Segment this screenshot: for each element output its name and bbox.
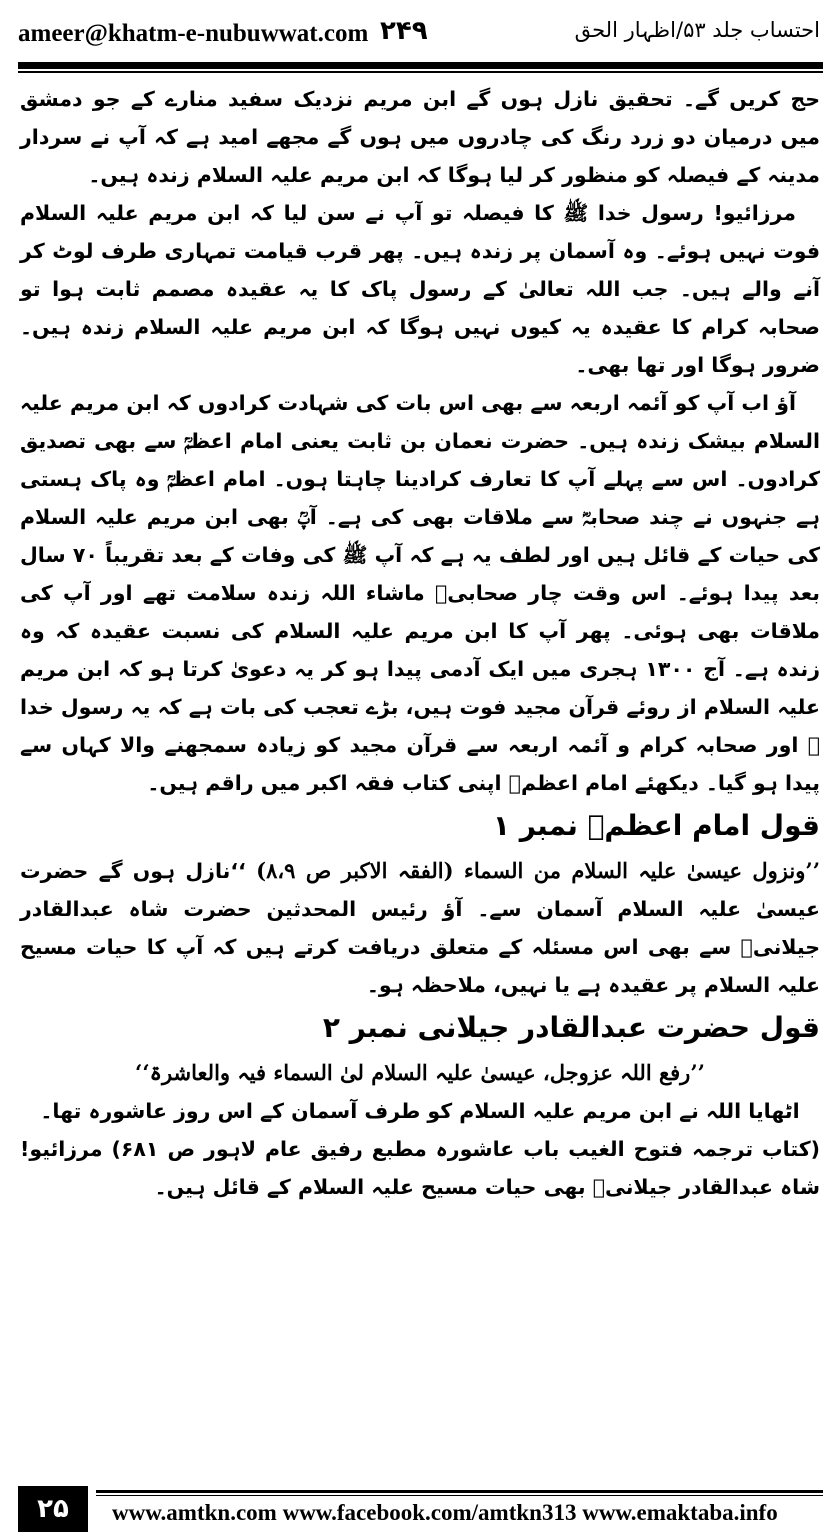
paragraph-1: حج کریں گے۔ تحقیق نازل ہوں گے ابن مریم نزدیک سفید منارے کے جو دمشق میں درمیان دو زرد رنگ کی چادروں میں ہوں گے مجھے امید ہے کہ آپ نے سردار مدینہ کے فیصلہ کو منظور کر لیا ہوگا کہ ابن مریم علیہ السلام زندہ ہیں۔	[20, 87, 820, 187]
running-title: احتساب جلد ۵۳/اظہار الحق	[574, 18, 820, 42]
paragraph-4-text: ‘‘نازل ہوں گے حضرت عیسیٰ علیہ السلام آسمان سے۔ آؤ رئیس المحدثین حضرت شاہ عبدالقادر جیلانیؒ سے بھی اس مسئلہ کے متعلق دریافت کرتے ہیں کہ آپ کا حیات مسیح علیہ السلام پر عقیدہ ہے یا نہیں، ملاحظہ ہو۔	[20, 859, 820, 997]
paragraph-4	[20, 852, 820, 1004]
section-heading-1: قول امام اعظمؒ نمبر ۱	[492, 809, 820, 842]
page-footer	[0, 1482, 840, 1540]
page-header	[0, 0, 840, 70]
footer-urls: www.amtkn.com www.facebook.com/amtkn313 www.emaktaba.info	[112, 1500, 778, 1525]
header-rule-thick	[18, 62, 823, 69]
page-body	[20, 80, 820, 1206]
section-heading-2: قول حضرت عبدالقادر جیلانی نمبر ۲	[322, 1011, 820, 1044]
paragraph-2: مرزائیو! رسول خدا ﷺ کا فیصلہ تو آپ نے سن لیا کہ ابن مریم علیہ السلام فوت نہیں ہوئے۔ وہ آسمان پر زندہ ہیں۔ پھر قرب قیامت تمہاری طرف لوٹ کر آنے والے ہیں۔ جب اللہ تعالیٰ کے رسول پاک کا یہ عقیدہ مصمم ثابت ہوا تو صحابہ کرام کا عقیدہ یہ کیوں نہیں ہوگا کہ ابن مریم علیہ السلام زندہ ہیں۔ ضرور ہوگا اور تھا بھی۔	[20, 201, 820, 377]
arabic-quote-1: ’’ونزول عیسیٰ علیہ السلام من السماء (الفقہ الاکبر ص ۸،۹)	[256, 858, 821, 883]
quote-translation: اٹھایا اللہ نے ابن مریم علیہ السلام کو طرف آسمان کے اس روز عاشورہ تھا۔	[40, 1099, 800, 1123]
paragraph-3: آؤ اب آپ کو آئمہ اربعہ سے بھی اس بات کی شہادت کرادوں کہ ابن مریم علیہ السلام بیشک زندہ ہیں۔ حضرت نعمان بن ثابت یعنی امام اعظمؒ سے بھی تصدیق کرادوں۔ اس سے پہلے آپ کا تعارف کرادینا چاہتا ہوں۔ امام اعظمؒ وہ پاک ہستی ہے جنہوں نے چند صحابہؓ سے ملاقات بھی کی ہے۔ آپؒ بھی ابن مریم علیہ السلام کی حیات کے قائل ہیں اور لطف یہ ہے کہ آپ ﷺ کی وفات کے بعد تقریباً ۷۰ سال بعد پیدا ہوئے۔ اس وقت چار صحابیؓ ماشاء اللہ زندہ سلامت تھے اور آپ کی ملاقات بھی ہوئی۔ پھر آپ کا ابن مریم علیہ السلام کی نسبت عقیدہ کہ وہ زندہ ہے۔ آج ۱۳۰۰ ہجری میں ایک آدمی پیدا ہو کر یہ دعویٰ کرتا ہو کہ ابن مریم علیہ السلام از روئے قرآن مجید فوت ہیں، بڑے تعجب کی بات ہے کہ یہ رسول خدا ﷺ اور صحابہ کرام و آئمہ اربعہ سے قرآن مجید کو زیادہ سمجھنے والا کہاں سے پیدا ہو گیا۔ دیکھئے امام اعظمؒ اپنی کتاب فقہ اکبر میں راقم ہیں۔	[20, 391, 820, 795]
footer-page-badge: ۲۵	[18, 1486, 88, 1532]
footer-rule	[96, 1490, 823, 1493]
page-number: ۲۴۹	[380, 16, 428, 46]
paragraph-6: (کتاب ترجمہ فتوح الغیب باب عاشورہ مطبع رفیق عام لاہور ص ۶۸۱) مرزائیو! شاہ عبدالقادر جیلانیؒ بھی حیات مسیح علیہ السلام کے قائل ہیں۔	[20, 1137, 820, 1199]
footer-rule-thin	[96, 1495, 823, 1496]
arabic-quote-2: ’’رفع اللہ عزوجل، عیسیٰ علیہ السلام لیٰ السماء فیہ والعاشرۃ‘‘	[135, 1060, 705, 1085]
header-email: ameer@khatm-e-nubuwwat.com	[18, 20, 369, 47]
header-rule-thin	[18, 71, 823, 73]
